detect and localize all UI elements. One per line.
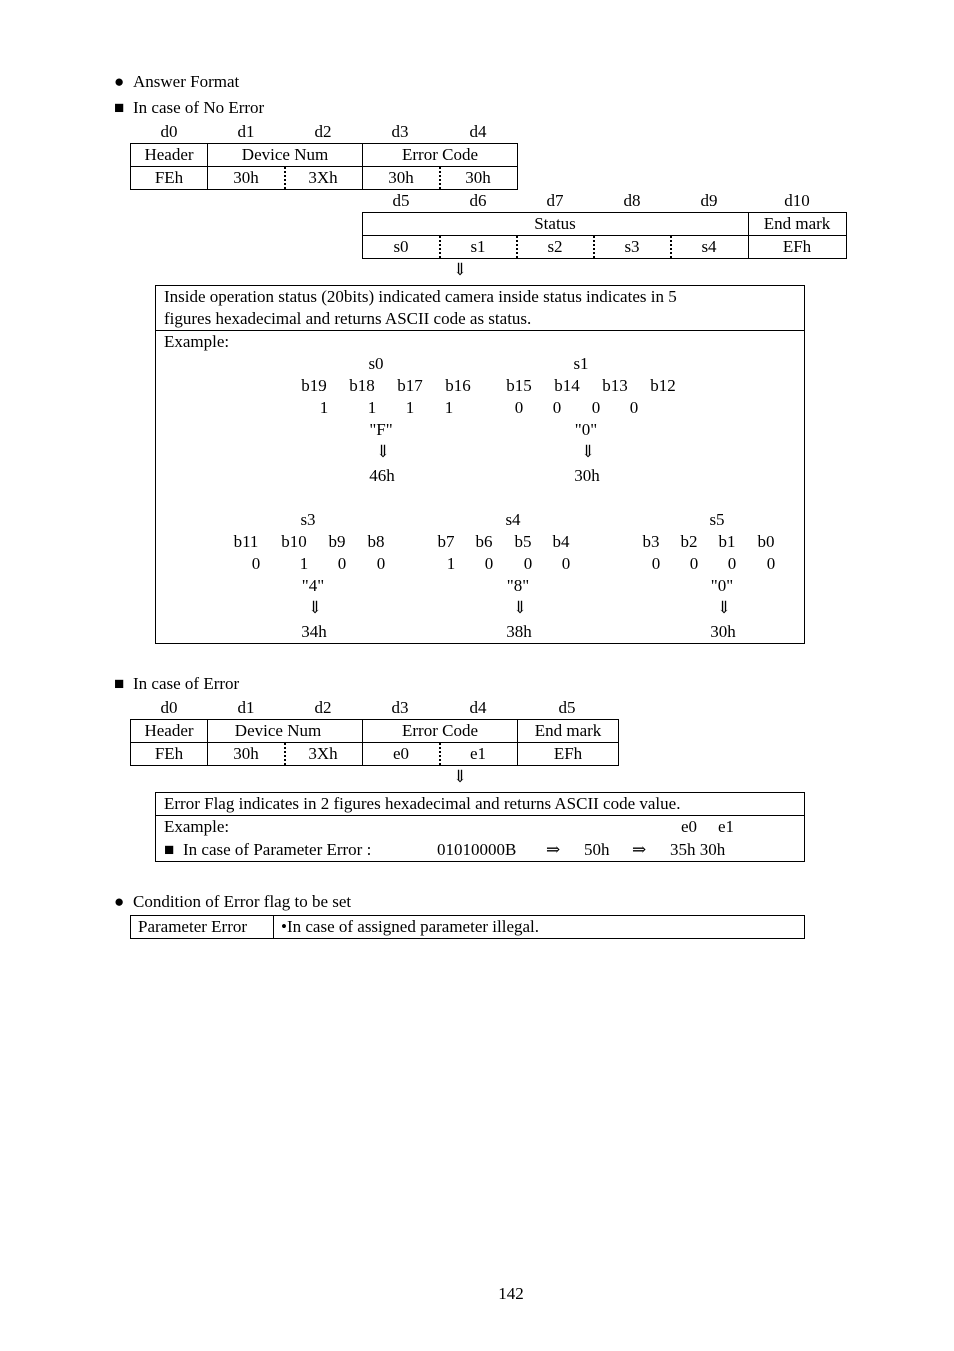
- header-cell: End mark: [534, 721, 602, 740]
- byte-label: d5: [392, 191, 410, 210]
- header-cell: Header: [144, 145, 194, 164]
- section-title-answer-format: Answer Format: [133, 72, 240, 91]
- bit-value: 0: [552, 398, 562, 417]
- ascii-char: "8": [506, 576, 530, 595]
- subsection-title-error: In case of Error: [133, 674, 240, 693]
- header-cell: Device Num: [241, 145, 329, 164]
- bit-label: b2: [680, 532, 698, 551]
- value-cell: s2: [547, 237, 563, 256]
- square-bullet-icon: ■: [114, 674, 125, 693]
- byte-label: d4: [469, 698, 487, 717]
- bit-label: b14: [554, 376, 580, 395]
- bit-label: b9: [328, 532, 346, 551]
- subsection-title-no-error: In case of No Error: [133, 98, 265, 117]
- down-arrow-icon: ⇓: [580, 442, 596, 461]
- column-label: e1: [717, 817, 735, 836]
- bit-label: b12: [650, 376, 676, 395]
- value-cell: 30h: [388, 168, 414, 187]
- value-cell: EFh: [782, 237, 812, 256]
- bit-value: 0: [376, 554, 386, 573]
- error-flag-description: Error Flag indicates in 2 figures hexadecimal and returns ASCII code value.: [164, 794, 681, 813]
- bit-label: b13: [602, 376, 628, 395]
- bit-value: 0: [591, 398, 601, 417]
- bit-label: b19: [301, 376, 327, 395]
- condition-name-cell: Parameter Error: [138, 917, 248, 936]
- byte-label: d7: [546, 191, 564, 210]
- section-title-condition: Condition of Error flag to be set: [133, 892, 352, 911]
- bit-label: b17: [397, 376, 423, 395]
- byte-label: d3: [391, 698, 409, 717]
- bit-value: 0: [337, 554, 347, 573]
- header-cell: Device Num: [234, 721, 322, 740]
- bullet-icon: ●: [114, 72, 125, 91]
- bit-label: b18: [349, 376, 375, 395]
- byte-label: d10: [784, 191, 810, 210]
- bit-value: 0: [651, 554, 661, 573]
- ascii-char: "4": [301, 576, 325, 595]
- value-cell: EFh: [553, 744, 583, 763]
- ascii-value: 35h 30h: [670, 840, 726, 859]
- bit-value: 1: [444, 398, 454, 417]
- ascii-char: "F": [369, 420, 393, 439]
- bit-value: 1: [367, 398, 377, 417]
- bit-value: 1: [299, 554, 309, 573]
- bit-value: 0: [727, 554, 737, 573]
- right-arrow-icon: ⇒: [632, 840, 647, 859]
- value-cell: s0: [393, 237, 409, 256]
- bit-value: 0: [629, 398, 639, 417]
- value-cell: s3: [624, 237, 640, 256]
- status-description-box: [155, 285, 805, 644]
- byte-label: d2: [314, 698, 332, 717]
- value-cell: e0: [392, 744, 410, 763]
- square-bullet-icon: ■: [114, 98, 125, 117]
- bit-value: 0: [523, 554, 533, 573]
- ascii-char: "0": [574, 420, 598, 439]
- byte-label: d0: [160, 698, 178, 717]
- example-label: Example:: [164, 817, 230, 836]
- bit-label: b0: [757, 532, 775, 551]
- bit-label: b10: [281, 532, 307, 551]
- bit-value: 0: [251, 554, 261, 573]
- byte-label: d1: [237, 698, 255, 717]
- byte-label: d3: [391, 122, 409, 141]
- status-description-line1: Inside operation status (20bits) indicated camera inside status indicates in 5: [164, 287, 677, 306]
- byte-label: d5: [558, 698, 576, 717]
- bit-value: 1: [319, 398, 329, 417]
- column-label: e0: [680, 817, 698, 836]
- down-arrow-icon: ⇓: [307, 598, 323, 617]
- value-cell: 30h: [233, 744, 259, 763]
- down-arrow-icon: ⇓: [452, 260, 468, 279]
- bit-value: 0: [689, 554, 699, 573]
- down-arrow-icon: ⇓: [716, 598, 732, 617]
- bit-label: b5: [514, 532, 532, 551]
- byte-label: d1: [237, 122, 255, 141]
- hex-value: 38h: [506, 622, 532, 641]
- bit-label: b8: [367, 532, 385, 551]
- value-cell: s4: [701, 237, 717, 256]
- value-cell: 3Xh: [308, 168, 338, 187]
- bit-label: b4: [552, 532, 570, 551]
- status-group-name: s1: [573, 354, 589, 373]
- header-cell: Error Code: [401, 145, 479, 164]
- header-cell: Error Code: [401, 721, 479, 740]
- status-group-name: s5: [709, 510, 725, 529]
- byte-label: d9: [700, 191, 718, 210]
- value-cell: 3Xh: [308, 744, 338, 763]
- byte-label: d0: [160, 122, 178, 141]
- header-cell: End mark: [763, 214, 831, 233]
- binary-value: 01010000B: [437, 840, 517, 859]
- hex-value: 30h: [574, 466, 600, 485]
- value-cell: FEh: [154, 168, 184, 187]
- bit-label: b16: [445, 376, 471, 395]
- hex-value: 46h: [369, 466, 395, 485]
- value-cell: 30h: [465, 168, 491, 187]
- status-group-name: s0: [368, 354, 384, 373]
- bit-value: 0: [484, 554, 494, 573]
- bullet-icon: ●: [114, 892, 125, 911]
- byte-label: d4: [469, 122, 487, 141]
- bit-value: 1: [405, 398, 415, 417]
- value-cell: s1: [470, 237, 486, 256]
- bit-label: b1: [718, 532, 736, 551]
- ascii-char: "0": [710, 576, 734, 595]
- page-number: 142: [498, 1284, 524, 1303]
- byte-label: d8: [623, 191, 641, 210]
- condition-description-cell: •In case of assigned parameter illegal.: [281, 917, 540, 936]
- byte-label: d6: [469, 191, 487, 210]
- bit-value: 1: [446, 554, 456, 573]
- hex-value: 50h: [584, 840, 610, 859]
- bit-label: b3: [642, 532, 660, 551]
- right-arrow-icon: ⇒: [546, 840, 561, 859]
- down-arrow-icon: ⇓: [375, 442, 391, 461]
- hex-value: 30h: [710, 622, 736, 641]
- status-group-name: s4: [505, 510, 521, 529]
- parameter-error-label: In case of Parameter Error :: [183, 840, 372, 859]
- down-arrow-icon: ⇓: [452, 767, 468, 786]
- bit-value: 0: [561, 554, 571, 573]
- bit-label: b6: [475, 532, 493, 551]
- bit-value: 0: [514, 398, 524, 417]
- value-cell: 30h: [233, 168, 259, 187]
- example-label: Example:: [164, 332, 230, 351]
- bit-label: b11: [233, 532, 259, 551]
- status-description-line2: figures hexadecimal and returns ASCII code as status.: [164, 309, 532, 328]
- bit-label: b15: [506, 376, 532, 395]
- square-bullet-icon: ■: [164, 840, 175, 859]
- status-group-name: s3: [300, 510, 316, 529]
- down-arrow-icon: ⇓: [512, 598, 528, 617]
- hex-value: 34h: [301, 622, 327, 641]
- bit-label: b7: [437, 532, 455, 551]
- byte-label: d2: [314, 122, 332, 141]
- value-cell: e1: [469, 744, 487, 763]
- value-cell: FEh: [154, 744, 184, 763]
- header-cell: Header: [144, 721, 194, 740]
- header-cell: Status: [534, 214, 576, 233]
- bit-value: 0: [766, 554, 776, 573]
